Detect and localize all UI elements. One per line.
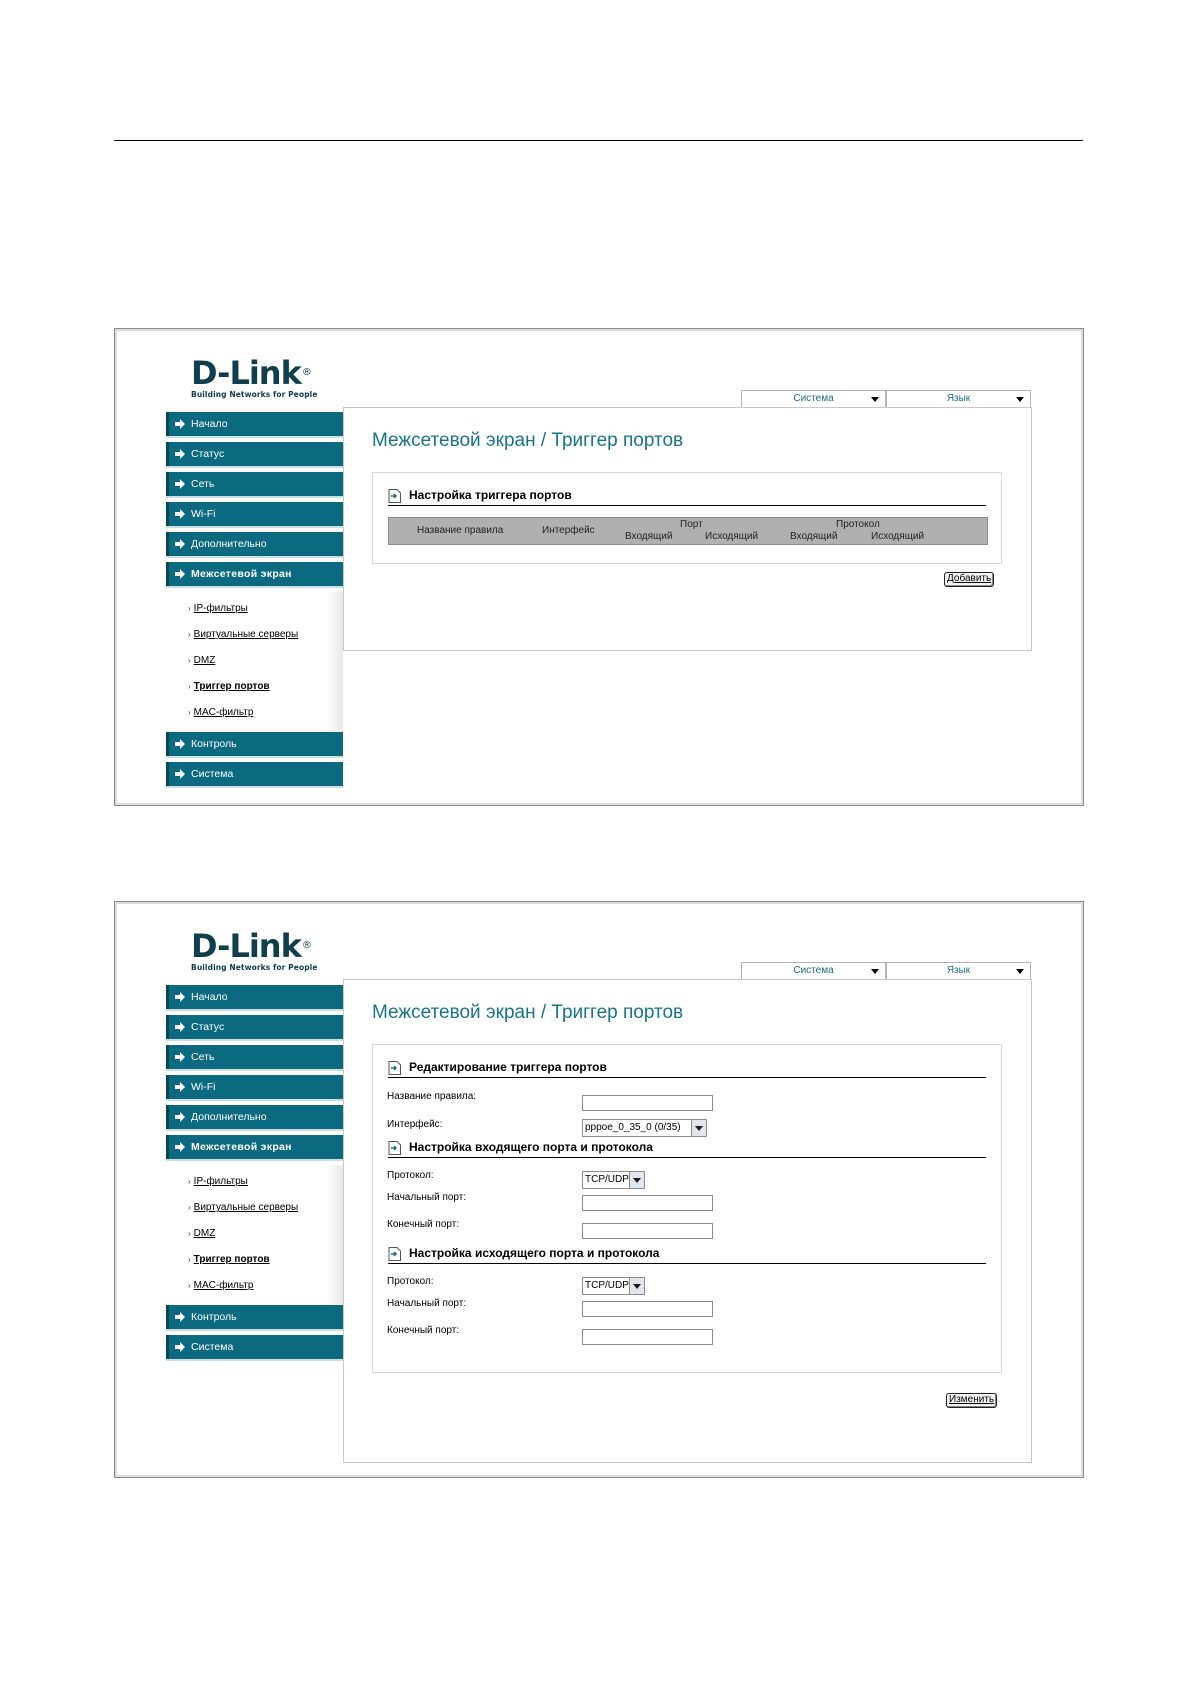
arrow-right-icon xyxy=(175,419,185,429)
interface-select-value: pppoe_0_35_0 (0/35) xyxy=(585,1122,681,1133)
nav-item-advanced[interactable] xyxy=(166,1105,343,1129)
incoming-end-port-label: Конечный порт: xyxy=(387,1219,460,1230)
col-rule-name: Название правила xyxy=(417,525,504,536)
arrow-right-icon xyxy=(175,539,185,549)
page-icon xyxy=(388,1141,401,1155)
section-title: Редактирование триггера портов xyxy=(409,1060,607,1074)
language-menu-label: Язык xyxy=(946,393,971,404)
col-port-outgoing: Исходящий xyxy=(705,531,759,542)
submenu-mac-filter[interactable]: › MAC-фильтр xyxy=(188,707,254,718)
arrow-right-icon xyxy=(175,1342,185,1352)
nav-item-label: Статус xyxy=(191,448,225,460)
section-header-outgoing xyxy=(388,1245,986,1264)
change-button[interactable]: Изменить xyxy=(946,1393,997,1408)
nav-item-system[interactable] xyxy=(166,1335,343,1359)
interface-label: Интерфейс: xyxy=(387,1119,443,1130)
incoming-protocol-label: Протокол: xyxy=(387,1170,434,1181)
nav-item-label: Контроль xyxy=(191,1311,237,1323)
content-area xyxy=(343,407,1032,651)
submenu-virtual-servers[interactable]: › Виртуальные серверы xyxy=(188,629,299,640)
outgoing-end-port-label: Конечный порт: xyxy=(387,1325,460,1336)
chevron-down-icon[interactable] xyxy=(629,1278,644,1294)
content-area xyxy=(343,979,1032,1463)
submenu-label: Триггер портов xyxy=(193,681,270,692)
incoming-start-port-input[interactable] xyxy=(582,1195,713,1211)
rule-name-input[interactable] xyxy=(582,1095,713,1111)
edit-port-trigger-panel xyxy=(372,1044,1002,1373)
interface-select[interactable] xyxy=(582,1119,707,1137)
submenu-label: MAC-фильтр xyxy=(193,707,254,718)
chevron-down-icon xyxy=(871,397,879,402)
col-protocol-incoming: Входящий xyxy=(790,531,838,542)
outgoing-protocol-label: Протокол: xyxy=(387,1276,434,1287)
submenu-label: Виртуальные серверы xyxy=(193,629,299,640)
arrow-right-icon xyxy=(175,569,185,579)
nav-item-status[interactable] xyxy=(166,1015,343,1039)
col-port-incoming: Входящий xyxy=(625,531,673,542)
nav-item-label: Дополнительно xyxy=(191,1111,267,1123)
submenu-label: DMZ xyxy=(193,1228,216,1239)
nav-item-system[interactable] xyxy=(166,762,343,786)
outgoing-protocol-select[interactable] xyxy=(582,1277,645,1295)
submenu-shadow xyxy=(327,592,343,732)
col-protocol: Протокол xyxy=(836,519,880,530)
nav-item-home[interactable] xyxy=(166,985,343,1009)
submenu-label: IP-фильтры xyxy=(193,1176,248,1187)
submenu-label: DMZ xyxy=(193,655,216,666)
dlink-logo xyxy=(191,354,318,399)
screenshot-port-trigger-edit xyxy=(114,901,1084,1478)
chevron-down-icon[interactable] xyxy=(691,1120,706,1136)
screenshot-port-trigger-list xyxy=(114,328,1084,806)
outgoing-end-port-input[interactable] xyxy=(582,1329,713,1345)
submenu-label: MAC-фильтр xyxy=(193,1280,254,1291)
nav-item-label: Межсетевой экран xyxy=(191,1141,292,1153)
submenu-ip-filters[interactable]: › IP-фильтры xyxy=(188,603,248,614)
sidebar-nav xyxy=(166,985,343,1365)
outgoing-start-port-label: Начальный порт: xyxy=(387,1298,467,1309)
nav-item-label: Система xyxy=(191,768,234,780)
page-icon xyxy=(388,1247,401,1261)
submenu-dmz[interactable]: › DMZ xyxy=(188,655,216,666)
add-button[interactable]: Добавить xyxy=(944,572,994,587)
submenu-port-trigger[interactable]: › Триггер портов xyxy=(188,681,270,692)
arrow-right-icon xyxy=(175,992,185,1002)
section-title: Настройка триггера портов xyxy=(409,488,572,502)
arrow-right-icon xyxy=(175,1052,185,1062)
nav-item-wifi[interactable] xyxy=(166,1075,343,1099)
nav-item-label: Дополнительно xyxy=(191,538,267,550)
submenu-mac-filter[interactable]: › MAC-фильтр xyxy=(188,1280,254,1291)
submenu-port-trigger[interactable]: › Триггер портов xyxy=(188,1254,270,1265)
system-menu[interactable] xyxy=(741,390,886,408)
arrow-right-icon xyxy=(175,1112,185,1122)
nav-item-firewall[interactable] xyxy=(166,1135,343,1159)
nav-item-firewall[interactable] xyxy=(166,562,343,586)
nav-item-advanced[interactable] xyxy=(166,532,343,556)
nav-item-label: Контроль xyxy=(191,738,237,750)
nav-item-label: Сеть xyxy=(191,1051,215,1063)
outgoing-start-port-input[interactable] xyxy=(582,1301,713,1317)
language-menu-label: Язык xyxy=(946,965,971,976)
chevron-down-icon xyxy=(1016,969,1024,974)
port-trigger-panel xyxy=(372,472,1002,564)
logo-tagline: Building Networks for People xyxy=(191,390,318,399)
section-header xyxy=(388,487,986,506)
logo-reg-mark: ® xyxy=(301,940,311,951)
incoming-protocol-select[interactable] xyxy=(582,1171,645,1189)
section-header-edit xyxy=(388,1059,986,1078)
sidebar-nav xyxy=(166,412,343,792)
section-header-incoming xyxy=(388,1139,986,1158)
nav-item-label: Статус xyxy=(191,1021,225,1033)
col-interface: Интерфейс xyxy=(542,525,595,536)
arrow-right-icon xyxy=(175,1312,185,1322)
page-title: Межсетевой экран / Триггер портов xyxy=(372,1002,684,1023)
nav-item-control[interactable] xyxy=(166,732,343,756)
arrow-right-icon xyxy=(175,1082,185,1092)
system-menu-label: Система xyxy=(793,393,834,404)
nav-item-network[interactable] xyxy=(166,1045,343,1069)
nav-item-control[interactable] xyxy=(166,1305,343,1329)
incoming-end-port-input[interactable] xyxy=(582,1223,713,1239)
nav-item-status[interactable] xyxy=(166,442,343,466)
rules-table-header xyxy=(388,517,988,545)
nav-item-label: Начало xyxy=(191,991,228,1003)
nav-item-label: Начало xyxy=(191,418,228,430)
submenu-label: IP-фильтры xyxy=(193,603,248,614)
section-title: Настройка исходящего порта и протокола xyxy=(409,1246,660,1260)
system-menu[interactable] xyxy=(741,962,886,980)
submenu-dmz[interactable]: › DMZ xyxy=(188,1228,216,1239)
nav-item-label: Wi-Fi xyxy=(191,1081,216,1093)
system-menu-label: Система xyxy=(793,965,834,976)
nav-item-label: Межсетевой экран xyxy=(191,568,292,580)
arrow-right-icon xyxy=(175,1142,185,1152)
incoming-protocol-value: TCP/UDP xyxy=(585,1174,629,1185)
col-protocol-outgoing: Исходящий xyxy=(871,531,925,542)
nav-item-label: Система xyxy=(191,1341,234,1353)
submenu-label: Виртуальные серверы xyxy=(193,1202,299,1213)
outgoing-protocol-value: TCP/UDP xyxy=(585,1280,629,1291)
language-menu[interactable] xyxy=(886,962,1031,980)
arrow-right-icon xyxy=(175,739,185,749)
arrow-right-icon xyxy=(175,509,185,519)
chevron-down-icon xyxy=(871,969,879,974)
logo-text: D-Link xyxy=(191,927,301,965)
top-rule xyxy=(114,140,1083,141)
page-title: Межсетевой экран / Триггер портов xyxy=(372,430,684,451)
submenu-ip-filters[interactable]: › IP-фильтры xyxy=(188,1176,248,1187)
firewall-submenu xyxy=(166,592,343,732)
firewall-submenu xyxy=(166,1165,343,1305)
section-title: Настройка входящего порта и протокола xyxy=(409,1140,653,1154)
chevron-down-icon xyxy=(1016,397,1024,402)
nav-item-label: Сеть xyxy=(191,478,215,490)
logo-reg-mark: ® xyxy=(301,367,311,378)
nav-item-wifi[interactable] xyxy=(166,502,343,526)
dlink-logo xyxy=(191,927,318,972)
nav-item-network[interactable] xyxy=(166,472,343,496)
language-menu[interactable] xyxy=(886,390,1031,408)
arrow-right-icon xyxy=(175,769,185,779)
submenu-virtual-servers[interactable]: › Виртуальные серверы xyxy=(188,1202,299,1213)
page-icon xyxy=(388,489,401,503)
arrow-right-icon xyxy=(175,449,185,459)
arrow-right-icon xyxy=(175,479,185,489)
arrow-right-icon xyxy=(175,1022,185,1032)
page-icon xyxy=(388,1061,401,1075)
logo-tagline: Building Networks for People xyxy=(191,963,318,972)
submenu-shadow xyxy=(327,1165,343,1305)
incoming-start-port-label: Начальный порт: xyxy=(387,1192,467,1203)
nav-item-home[interactable] xyxy=(166,412,343,436)
submenu-label: Триггер портов xyxy=(193,1254,270,1265)
rule-name-label: Название правила: xyxy=(387,1091,477,1102)
nav-item-label: Wi-Fi xyxy=(191,508,216,520)
logo-text: D-Link xyxy=(191,354,301,392)
col-port: Порт xyxy=(680,519,703,530)
chevron-down-icon[interactable] xyxy=(629,1172,644,1188)
